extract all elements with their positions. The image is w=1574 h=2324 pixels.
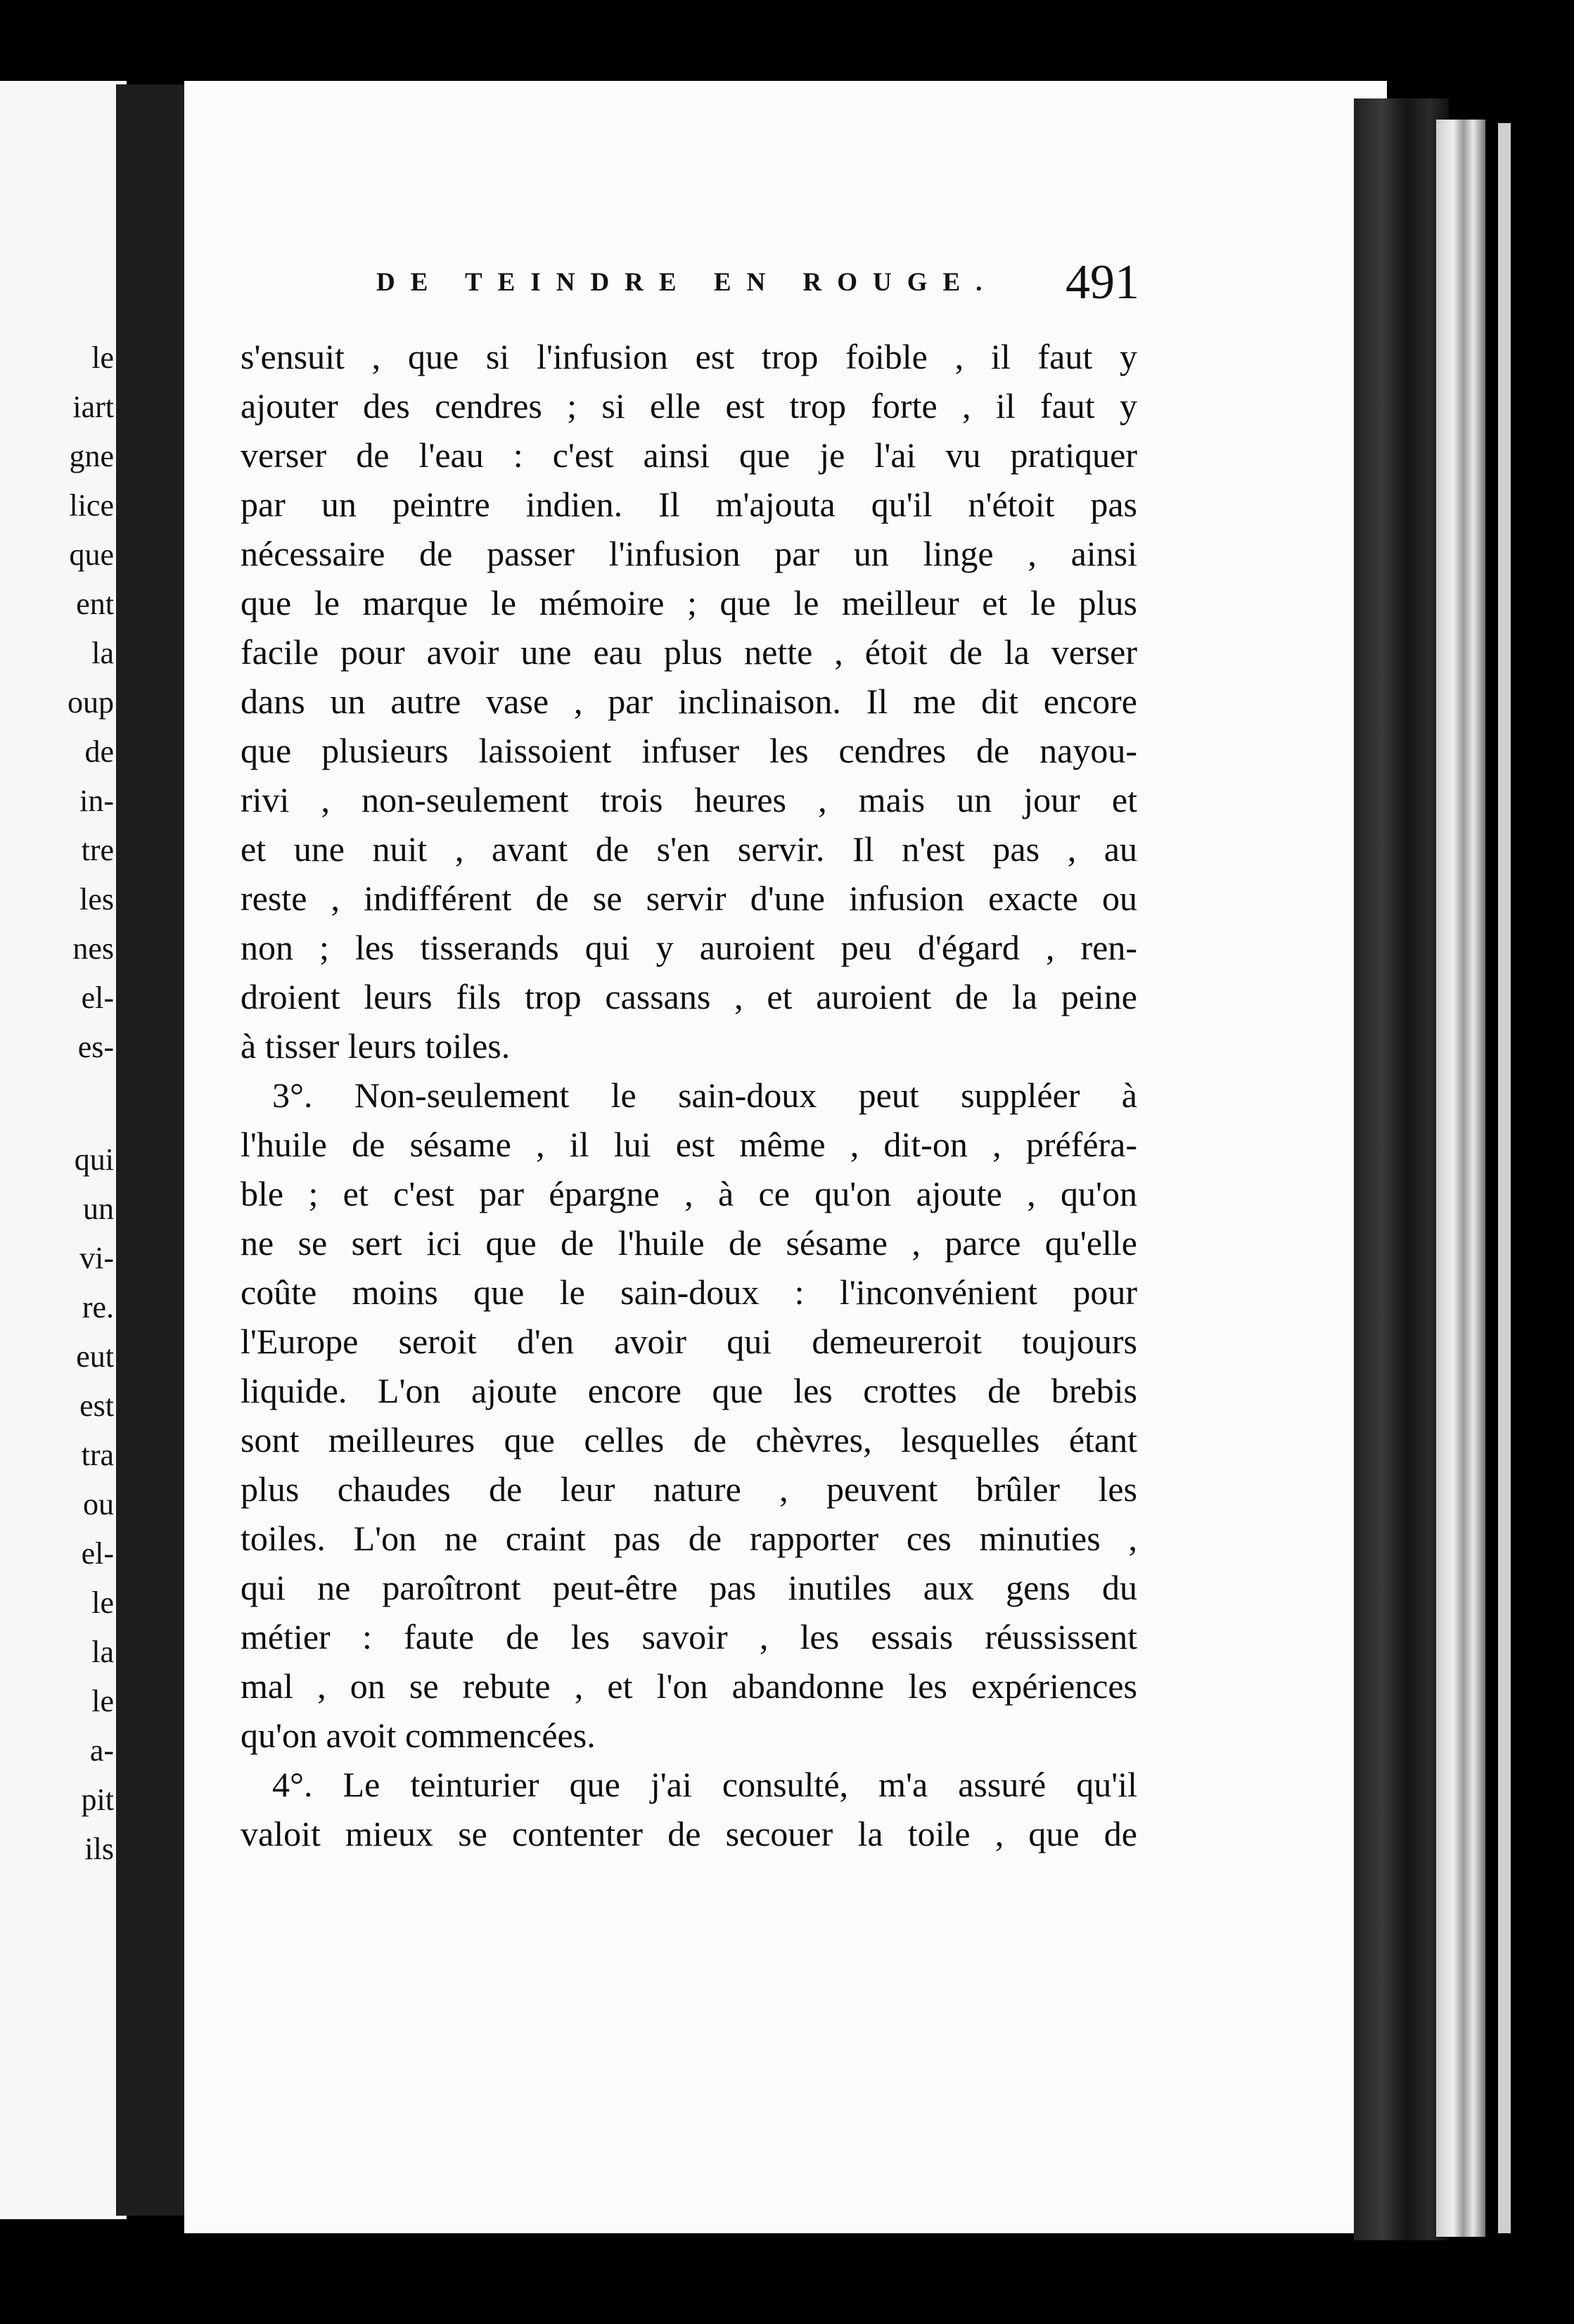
left-page-line: le (91, 1585, 114, 1620)
left-page-line: tre (81, 833, 114, 867)
left-page-line: est (79, 1388, 114, 1423)
left-page-line: re. (82, 1290, 114, 1324)
left-page-fragment (0, 81, 127, 2219)
text-line: et une nuit , avant de s'en servir. Il n'est pas , au (241, 829, 1137, 869)
left-page-line: el- (81, 981, 114, 1015)
left-page-line: que (69, 537, 114, 572)
left-page-line: le (91, 340, 114, 375)
text-line: mal , on se rebute , et l'on abandonne les expériences (241, 1666, 1137, 1706)
text-line: non ; les tisserands qui y auroient peu d'égard , ren- (241, 928, 1137, 967)
text-line: plus chaudes de leur nature , peuvent brûler les (241, 1469, 1137, 1509)
left-page-line: eut (76, 1339, 114, 1374)
left-page-line: iart (72, 390, 114, 424)
text-line: valoit mieux se contenter de secouer la toile , que de (241, 1814, 1137, 1853)
left-page-line: qui (74, 1142, 114, 1177)
left-page-line: pit (81, 1782, 114, 1817)
text-line: dans un autre vase , par inclinaison. Il me dit encore (241, 682, 1137, 721)
text-line: ble ; et c'est par épargne , à ce qu'on ajoute , qu'on (241, 1174, 1137, 1213)
page-number: 491 (1066, 255, 1139, 309)
book-gutter (116, 84, 186, 2216)
text-line: l'huile de sésame , il lui est même , dit-on , préféra- (241, 1125, 1137, 1164)
text-line: ajouter des cendres ; si elle est trop forte , il faut y (241, 386, 1137, 426)
running-title: DE TEINDRE EN ROUGE. (376, 268, 998, 297)
text-line: droient leurs fils trop cassans , et auroient de la peine (241, 977, 1137, 1016)
left-page-line: ou (83, 1487, 114, 1521)
text-line: à tisser leurs toiles. (241, 1026, 511, 1066)
left-page-line: ils (84, 1832, 114, 1866)
text-line: que le marque le mémoire ; que le meilleur et le plus (241, 583, 1137, 622)
left-page-line: lice (69, 488, 114, 523)
text-line: sont meilleures que celles de chèvres, lesquelles étant (241, 1420, 1137, 1460)
left-page-line: ent (76, 587, 114, 621)
text-line: métier : faute de les savoir , les essais réussissent (241, 1617, 1137, 1656)
text-line: nécessaire de passer l'infusion par un linge , ainsi (241, 534, 1137, 573)
left-page-line: oup (68, 685, 114, 720)
text-line: qu'on avoit commencées. (241, 1716, 596, 1755)
page-edge-strip (1498, 123, 1511, 2233)
left-page-line: tra (81, 1438, 114, 1472)
text-line: l'Europe seroit d'en avoir qui demeureroit toujours (241, 1322, 1137, 1361)
left-page-line: la (91, 636, 114, 670)
left-page-line: de (84, 734, 114, 769)
page-edges-light (1436, 120, 1485, 2237)
left-page-line: in- (79, 784, 114, 818)
left-page-line: la (91, 1635, 114, 1669)
page-edges-dark (1354, 98, 1449, 2240)
text-line: que plusieurs laissoient infuser les cendres de nayou- (241, 731, 1137, 770)
text-line: liquide. L'on ajoute encore que les crottes de brebis (241, 1371, 1137, 1410)
text-line: ne se sert ici que de l'huile de sésame , parce qu'elle (241, 1223, 1137, 1263)
text-line: 4°. Le teinturier que j'ai consulté, m'a assuré qu'il (272, 1765, 1137, 1804)
text-line: facile pour avoir une eau plus nette , étoit de la verser (241, 632, 1137, 672)
left-page-line: nes (72, 931, 114, 966)
left-page-line: el- (81, 1536, 114, 1571)
text-line: s'ensuit , que si l'infusion est trop foible , il faut y (241, 337, 1137, 376)
text-line: rivi , non-seulement trois heures , mais un jour et (241, 780, 1137, 819)
text-line: verser de l'eau : c'est ainsi que je l'ai vu pratiquer (241, 435, 1137, 475)
left-page-line: vi- (79, 1241, 114, 1275)
body-text (241, 332, 1137, 1858)
left-page-line: es- (77, 1030, 114, 1064)
left-page-line: les (79, 882, 114, 917)
left-page-line: a- (89, 1733, 114, 1768)
left-page-line: un (83, 1192, 114, 1226)
text-line: toiles. L'on ne craint pas de rapporter ces minuties , (241, 1519, 1137, 1558)
text-line: reste , indifférent de se servir d'une infusion exacte ou (241, 879, 1137, 918)
text-line: 3°. Non-seulement le sain-doux peut suppléer à (272, 1075, 1137, 1115)
left-page-line: gne (69, 439, 114, 473)
text-line: coûte moins que le sain-doux : l'inconvénient pour (241, 1272, 1137, 1312)
text-line: qui ne paroîtront peut-être pas inutiles aux gens du (241, 1568, 1137, 1607)
text-line: par un peintre indien. Il m'ajouta qu'il n'étoit pas (241, 485, 1137, 524)
left-page-line: le (91, 1684, 114, 1718)
